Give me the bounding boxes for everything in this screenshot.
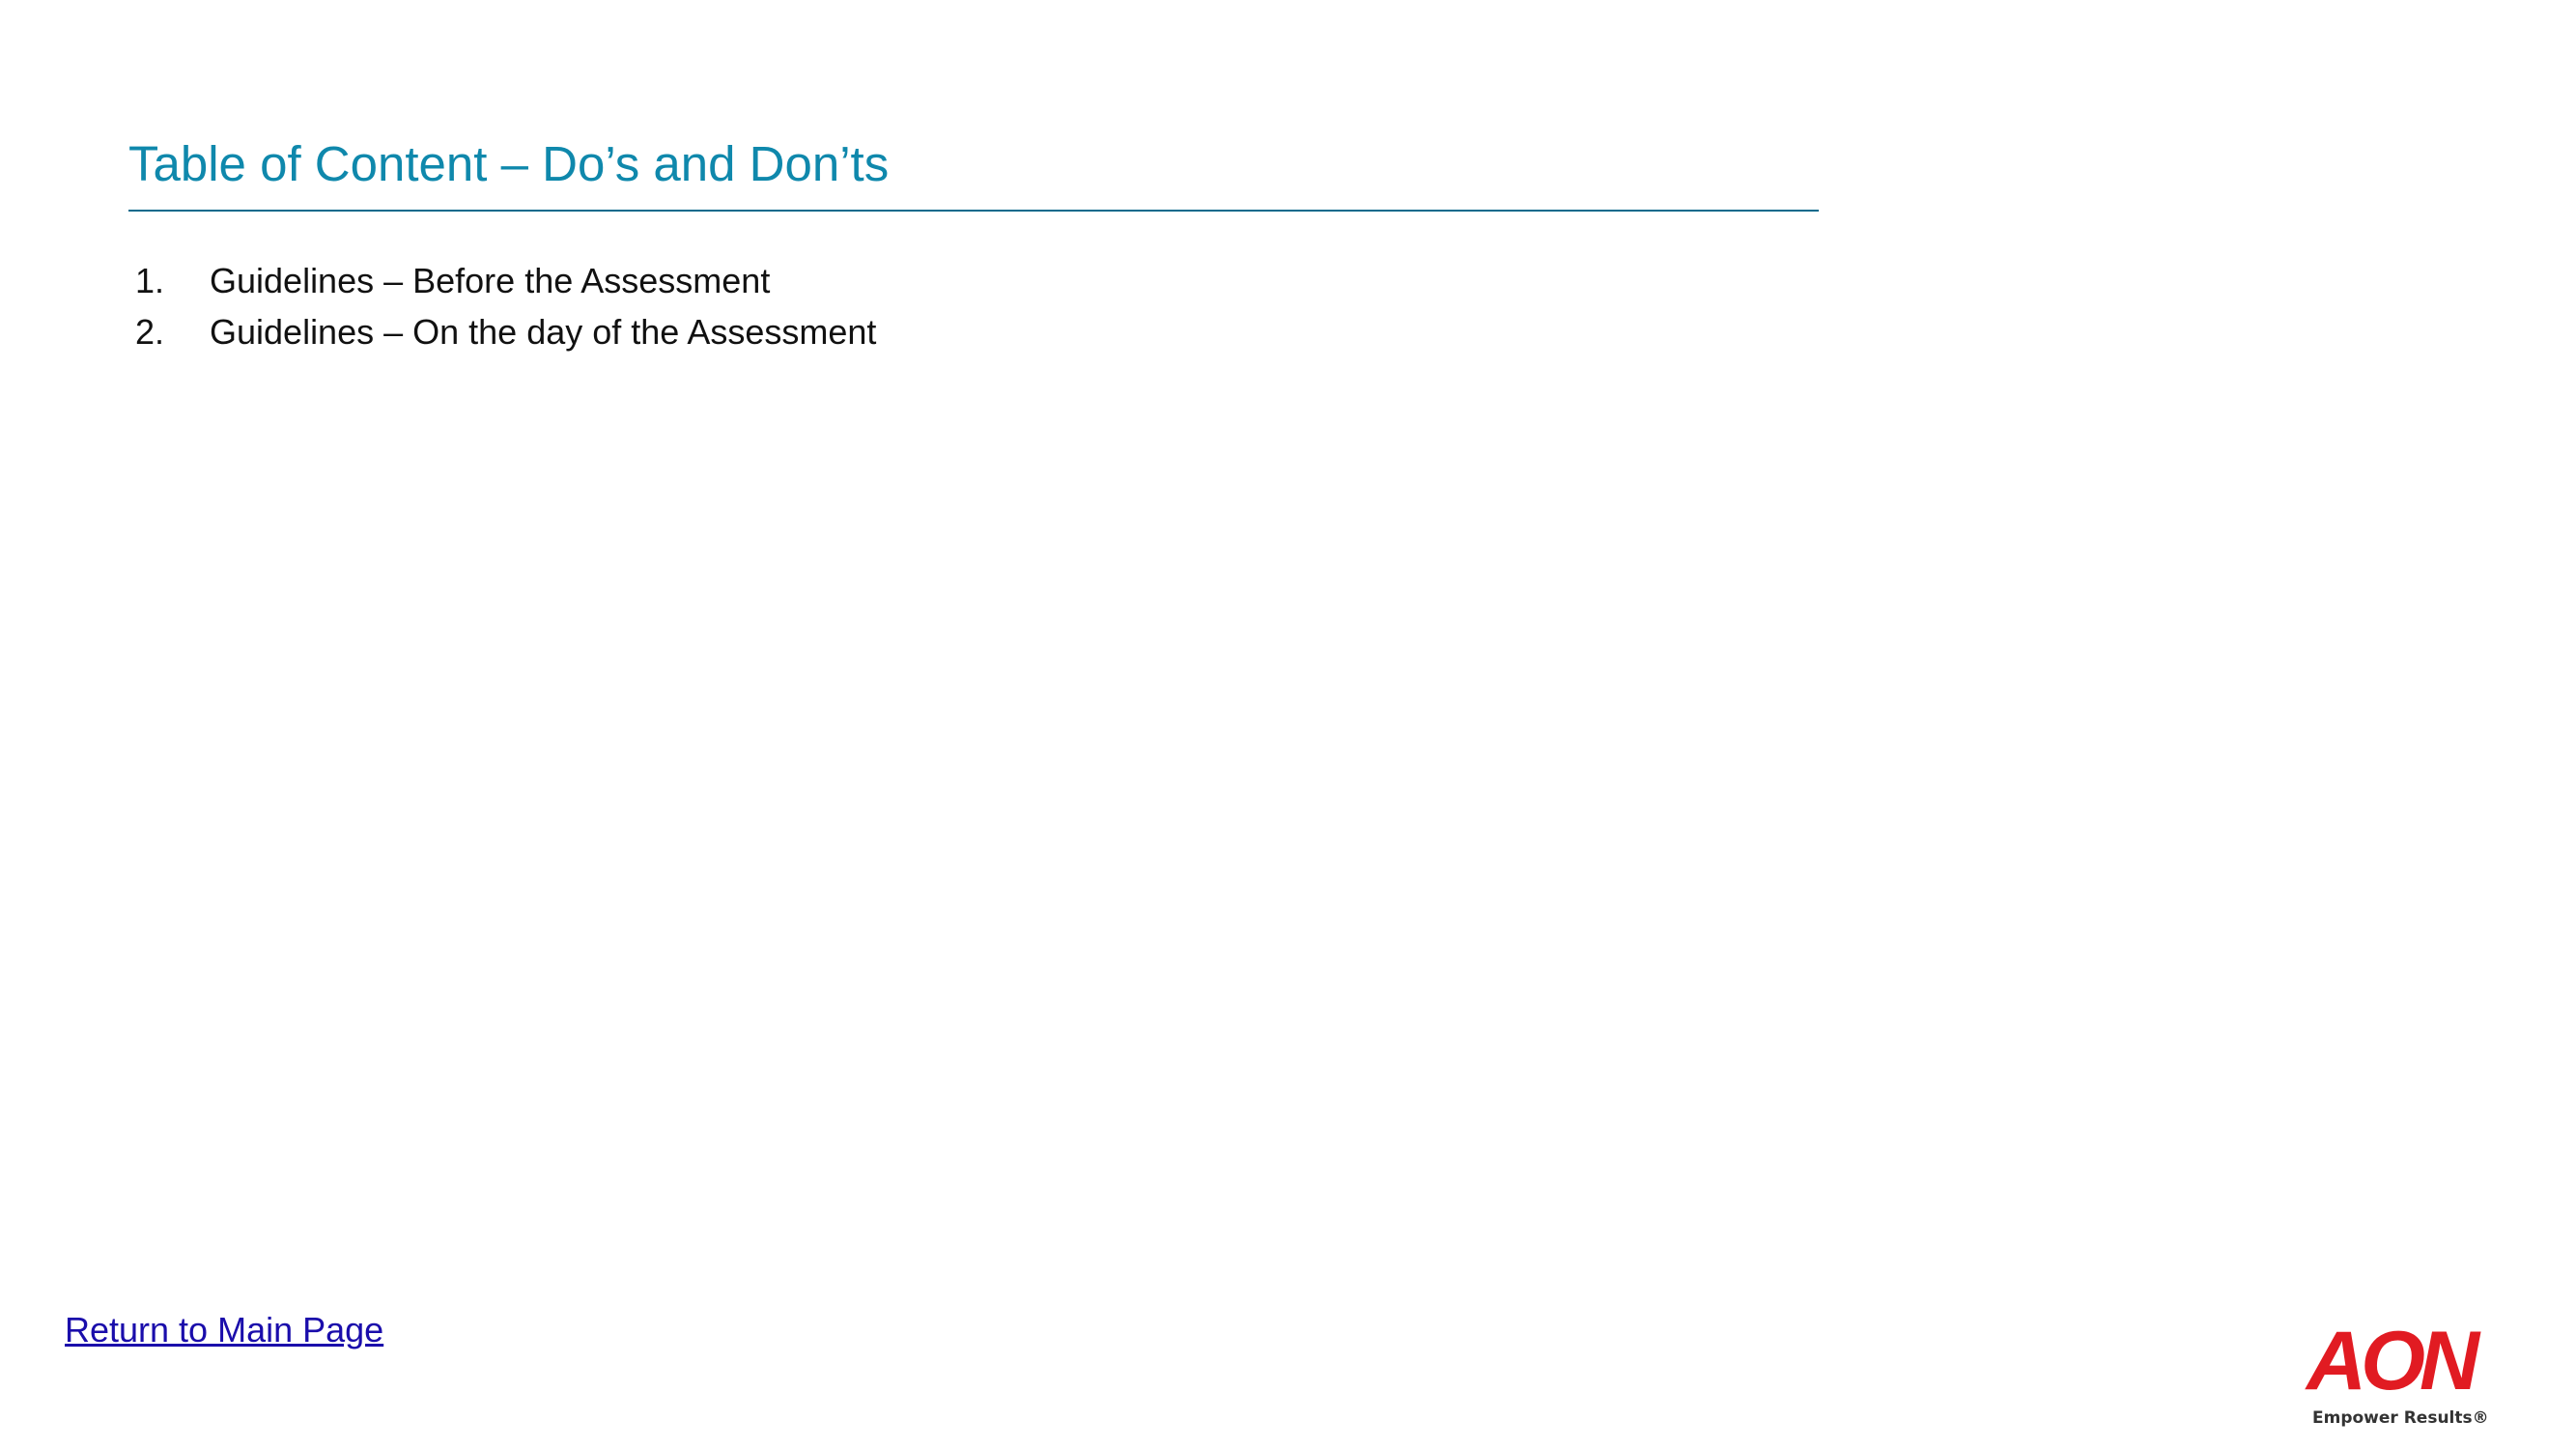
table-of-contents xyxy=(135,261,876,363)
aon-logo-icon xyxy=(2299,1321,2482,1399)
brand-tagline: Empower Results® xyxy=(2312,1408,2489,1428)
toc-item-1[interactable] xyxy=(135,261,876,312)
toc-item-label: Guidelines – On the day of the Assessment xyxy=(210,312,877,352)
toc-item-2[interactable] xyxy=(135,312,876,363)
title-divider xyxy=(128,210,1819,212)
aon-logo-wordmark: AON xyxy=(2307,1321,2475,1399)
page-title: Table of Content – Do’s and Don’ts xyxy=(128,136,890,191)
toc-item-number: 1. xyxy=(135,261,165,300)
toc-item-label: Guidelines – Before the Assessment xyxy=(210,261,771,300)
toc-item-number: 2. xyxy=(135,312,165,352)
return-to-main-page-link[interactable]: Return to Main Page xyxy=(65,1310,384,1350)
